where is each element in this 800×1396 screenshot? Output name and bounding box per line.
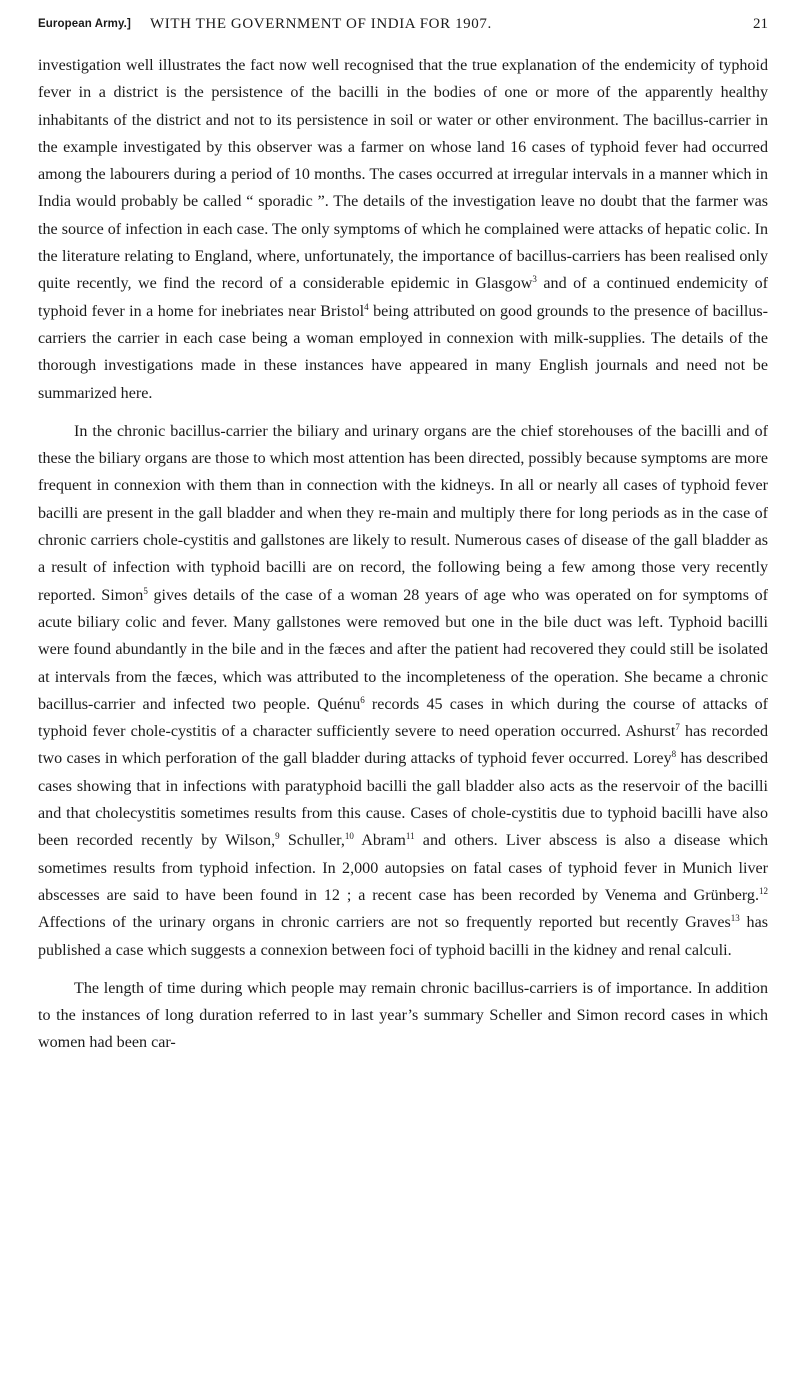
section-label: European Army.] — [38, 18, 131, 30]
text-run: Schuller, — [279, 832, 345, 850]
footnote-ref: 10 — [344, 831, 354, 842]
text-run: investigation well illustrates the fact now well recognised that the true explanation of the endemicity of typhoid fever in a district is the persistence of the bacilli in the bodies of one or more of the apparently healthy inhabitants of the district and not to its persistence in soil or water or other environment. The bacillus-carrier in the example investigated by this observer was a farmer on whose land 16 cases of typhoid fever had occurred among the labourers during a period of 10 months. The cases occurred at irregular intervals in a manner which in India would probably be called “ sporadic ”. The details of the investigation leave no doubt that the farmer was the source of infection in each case. The only symptoms of which he complained were attacks of hepatic colic. In the literature relating to England, where, unfortunately, the importance of bacillus-carriers has been realised only quite recently, we find the record of a considerable epidemic in Glasgow — [38, 57, 768, 293]
footnote-ref: 11 — [405, 831, 415, 842]
text-run: has described cases showing that in infections with paratyphoid bacilli the gall bladder also acts as the reservoir of the bacilli and that cholecystitis sometimes results from this cause. Cases of chole-cystitis due to typhoid bacilli have also been recorded recently by Wilson, — [38, 750, 768, 850]
paragraph-3 — [38, 975, 768, 1057]
text-run: The length of time during which people may remain chronic bacillus-carriers is of importance. In addition to the instances of long duration referred to in last year’s summary Scheller and Simon record cases in which women had been car- — [38, 979, 768, 1052]
footnote-ref: 6 — [360, 694, 365, 705]
text-run: and others. Liver abscess is also a disease which sometimes results from typhoid infection. In 2,000 autopsies on fatal cases of typhoid fever in Munich liver abscesses are said to have been found in 12 ; a recent case has been recorded by Venema and Grünberg. — [38, 832, 768, 904]
footnote-ref: 9 — [275, 831, 280, 842]
paragraph-2 — [38, 418, 768, 964]
text-run: being attributed on good grounds to the presence of bacillus-carriers the carrier in each case being a woman employed in connexion with milk-supplies. The details of the thorough investigations made in these instances have appeared in many English journals and need not be summarized here. — [38, 302, 768, 402]
footnote-ref: 12 — [759, 885, 768, 896]
page-number: 21 — [753, 16, 768, 32]
text-run: In the chronic bacillus-carrier the biliary and urinary organs are the chief storehouses of the bacilli and of these the biliary organs are those to which most attention has been directed, possibly because symptoms are more frequent in connexion with them than in connection with the kidneys. In all or nearly all cases of typhoid fever bacilli are present in the gall bladder and when they re-main and multiply there for long periods as in the case of chronic carriers chole-cystitis and gallstones are likely to result. Numerous cases of disease of the gall bladder as a result of infection with typhoid bacilli are on record, the following being a few among those very recently reported. Simon — [38, 422, 768, 604]
text-run: has published a case which suggests a connexion between foci of typhoid bacilli in the kidney and renal calculi. — [38, 914, 768, 959]
text-run: and of a continued endemicity of typhoid fever in a home for inebriates near Bristol — [38, 275, 768, 320]
running-title: WITH THE GOVERNMENT OF INDIA FOR 1907. — [150, 16, 492, 32]
footnote-ref: 3 — [532, 274, 537, 285]
text-run: records 45 cases in which during the course of attacks of typhoid fever chole-cystitis of a character sufficiently severe to need operation occurred. Ashurst — [38, 695, 768, 741]
paragraph-1 — [38, 52, 768, 407]
text-run: Affections of the urinary organs in chronic carriers are not so frequently reported but recently Graves — [38, 914, 731, 932]
running-header — [38, 12, 768, 38]
footnote-ref: 5 — [143, 585, 148, 596]
body-text — [38, 52, 768, 1057]
footnote-ref: 8 — [671, 749, 677, 760]
footnote-ref: 7 — [675, 722, 680, 733]
text-run: gives details of the case of a woman 28 years of age who was operated on for symptoms of acute biliary colic and fever. Many gallstones were removed but one in the bile duct was left. Typhoid bacilli were found abundantly in the bile and in the fæces and after the patient had recovered they could still be isolated at intervals from the fæces, which was attributed to the incompleteness of the operation. She became a chronic bacillus-carrier and infected two people. Quénu — [38, 586, 768, 713]
text-run: Abram — [353, 832, 406, 850]
footnote-ref: 13 — [730, 913, 740, 924]
footnote-ref: 4 — [364, 301, 369, 312]
text-run: has recorded two cases in which perforation of the gall bladder during attacks of typhoid fever occurred. Lorey — [38, 723, 768, 768]
